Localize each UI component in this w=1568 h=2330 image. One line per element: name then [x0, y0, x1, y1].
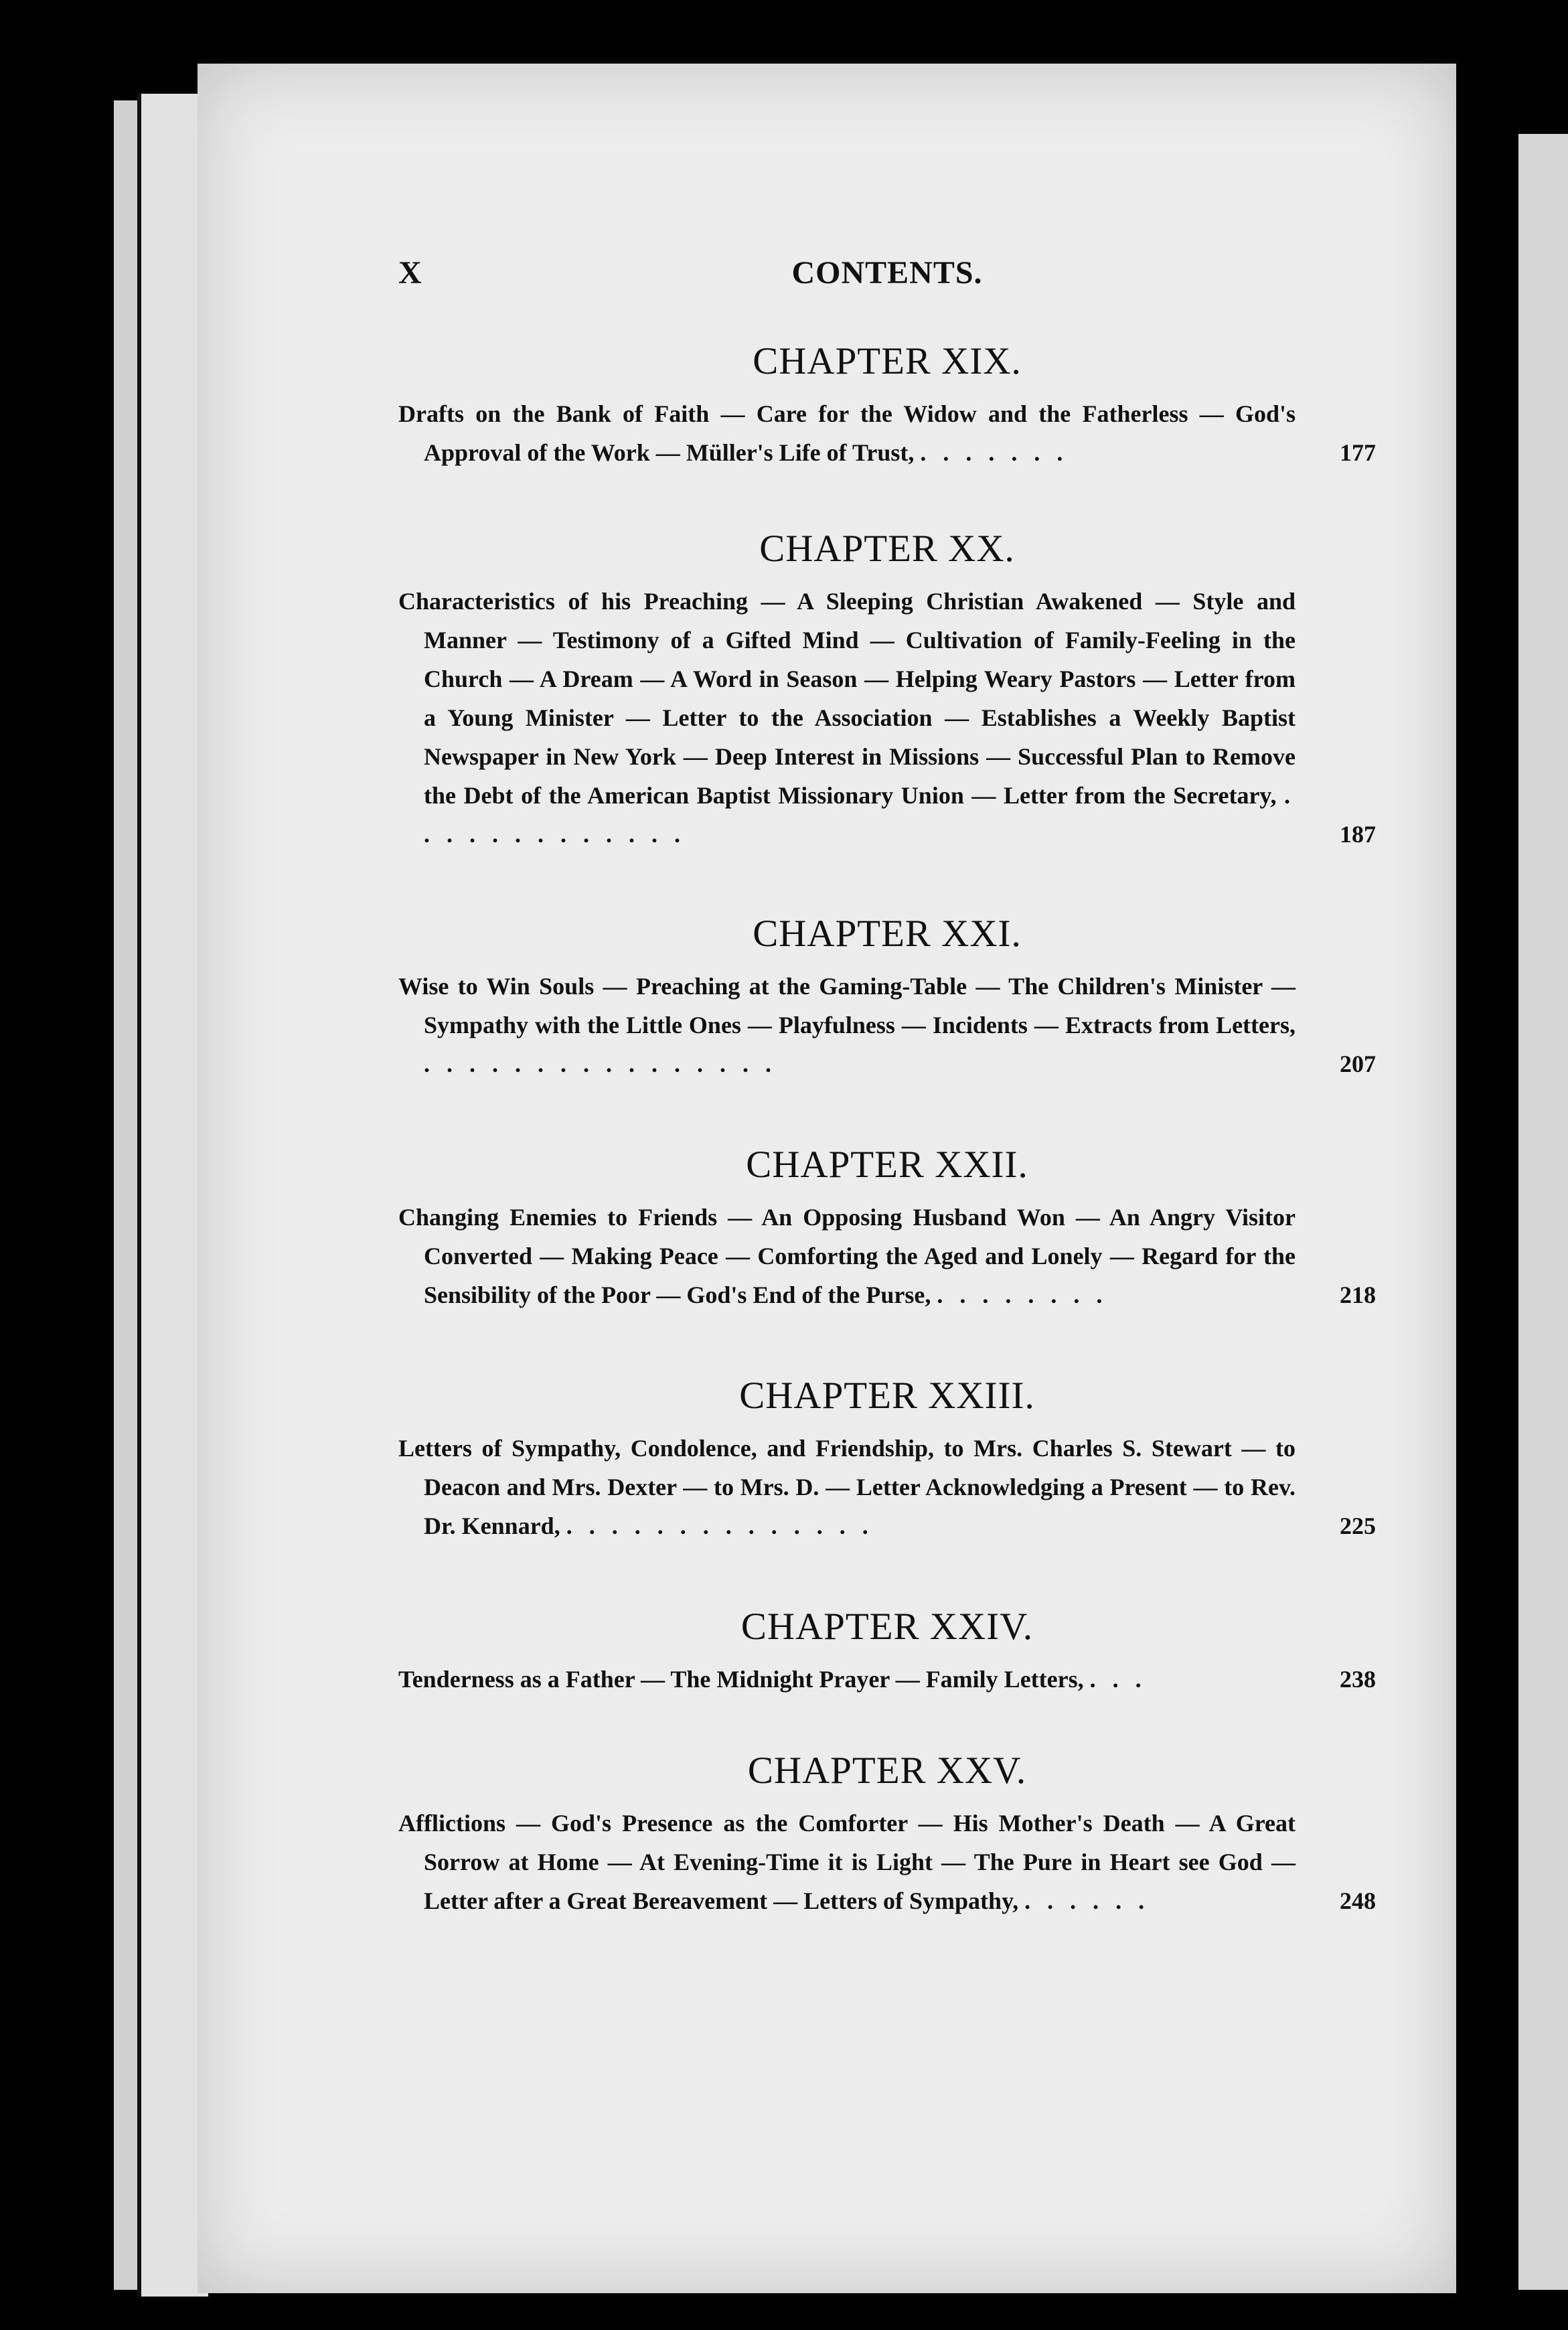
summary-text: Changing Enemies to Friends — An Opposing Husband Won — An Angry Visitor Converted — Making Peace — Comforting the Aged and Lonely — Regard for the Sensibility of the Poor — God's End of the Purse, — [398, 1204, 1296, 1308]
page-number: 218 — [1340, 1282, 1376, 1308]
page-folio: X — [398, 255, 422, 291]
chapter-entry — [398, 526, 1376, 854]
chapter-heading: CHAPTER XXV. — [747, 1750, 1027, 1792]
chapter-summary — [398, 394, 1376, 472]
chapter-summary — [398, 1198, 1376, 1314]
page-number: 177 — [1340, 439, 1376, 466]
dot-leader: . . . . . . . — [920, 439, 1069, 466]
page-number: 238 — [1340, 1666, 1376, 1693]
chapter-heading: CHAPTER XXIV. — [740, 1606, 1034, 1648]
page-title: CONTENTS. — [791, 255, 983, 291]
dot-leader: . . . . . . . . . . . . . . . . — [424, 1051, 777, 1077]
summary-text: Letters of Sympathy, Condolence, and Friendship, to Mrs. Charles S. Stewart — to Deacon and Mrs. Dexter — to Mrs. D. — Letter Acknowledging a Present — to Rev. Dr. Kennard, — [398, 1435, 1296, 1539]
chapter-heading: CHAPTER XXII. — [746, 1144, 1028, 1186]
dot-leader: . . . . . . . . — [937, 1282, 1108, 1308]
chapter-summary — [398, 967, 1376, 1083]
dot-leader: . . . . . . — [1024, 1887, 1150, 1914]
page-number: 225 — [1340, 1512, 1376, 1539]
chapter-heading: CHAPTER XIX. — [753, 340, 1022, 382]
dot-leader: . . . . . . . . . . . . . — [424, 782, 1296, 848]
summary-text: Tenderness as a Father — The Midnight Prayer — Family Letters, — [398, 1666, 1084, 1693]
chapter-entry — [398, 1748, 1376, 1920]
chapter-summary — [398, 1429, 1376, 1545]
chapter-summary — [398, 1660, 1376, 1699]
summary-text: Characteristics of his Preaching — A Sleeping Christian Awakened — Style and Manner — Testimony of a Gifted Mind — Cultivation of Family-Feeling in the Church — A Dream — A Word in Season — Helping Weary Pastors — Letter from a Young Minister — Letter to the Association — Establishes a Weekly Baptist Newspaper in New York — Deep Interest in Missions — Successful Plan to Remove the Debt of the American Baptist Missionary Union — Letter from the Secretary, — [398, 588, 1296, 809]
chapter-heading: CHAPTER XX. — [759, 528, 1015, 570]
chapter-entry — [398, 1142, 1376, 1314]
chapter-summary — [398, 582, 1376, 854]
dot-leader: . . . . . . . . . . . . . . — [566, 1512, 874, 1539]
facing-page-edge — [1518, 134, 1568, 2290]
chapter-entry — [398, 338, 1376, 472]
summary-text: Wise to Win Souls — Preaching at the Gaming-Table — The Children's Minister — Sympathy with the Little Ones — Playfulness — Incidents — Extracts from Letters, — [398, 973, 1296, 1038]
summary-text: Afflictions — God's Presence as the Comforter — His Mother's Death — A Great Sorrow at Home — At Evening-Time it is Light — The Pure in Heart see God — Letter after a Great Bereavement — Letters of Sympathy, — [398, 1810, 1296, 1914]
page-number: 248 — [1340, 1887, 1376, 1914]
chapter-entry — [398, 1373, 1376, 1545]
chapter-entry — [398, 1604, 1376, 1699]
chapter-entry — [398, 911, 1376, 1083]
chapter-heading: CHAPTER XXI. — [753, 913, 1022, 955]
running-head — [398, 254, 1376, 295]
page-number: 187 — [1340, 821, 1376, 848]
chapter-heading: CHAPTER XXIII. — [739, 1375, 1035, 1417]
summary-text: Drafts on the Bank of Faith — Care for the Widow and the Fatherless — God's Approval of the Work — Müller's Life of Trust, — [398, 400, 1296, 466]
page-number: 207 — [1340, 1051, 1376, 1077]
chapter-summary — [398, 1804, 1376, 1920]
dot-leader: . . . — [1089, 1666, 1147, 1693]
